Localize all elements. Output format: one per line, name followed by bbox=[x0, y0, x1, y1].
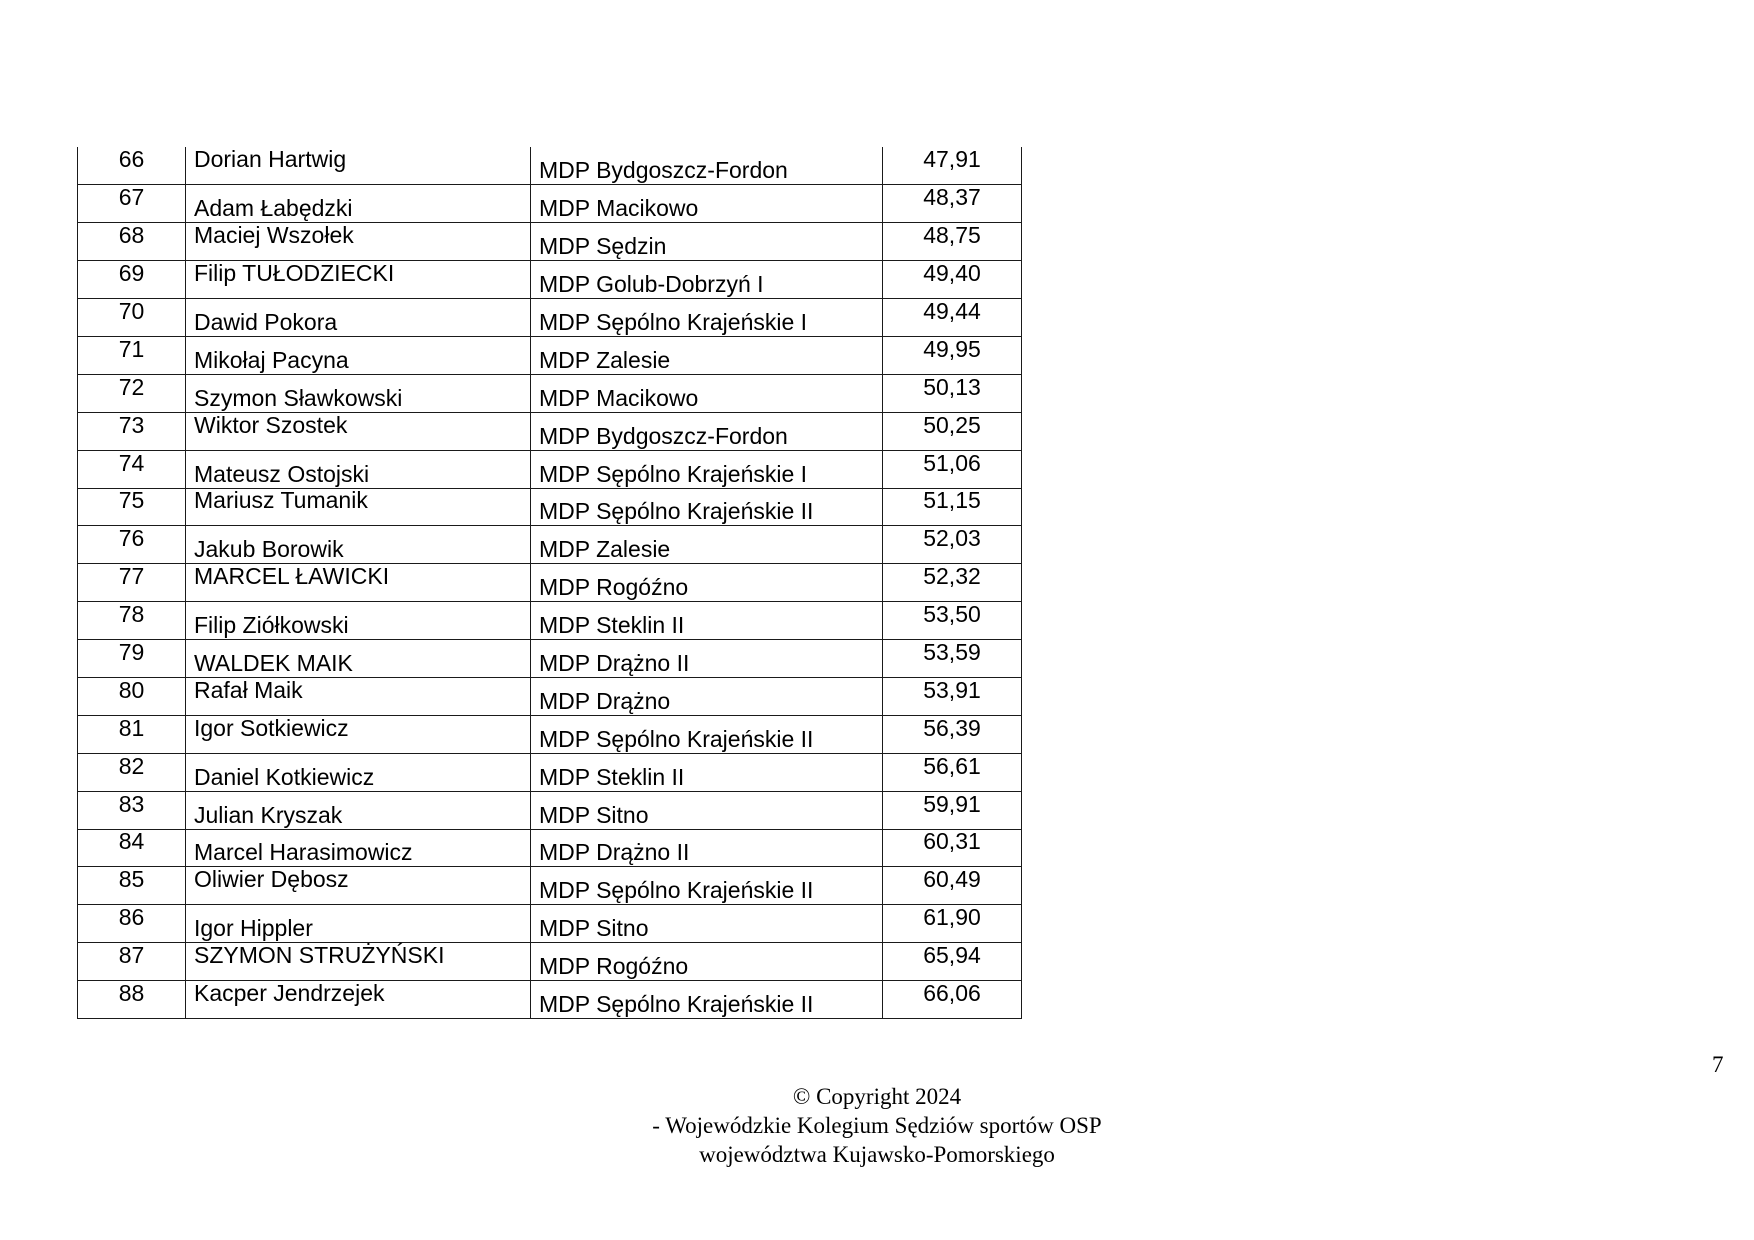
team-cell: MDP Sępólno Krajeńskie II bbox=[531, 981, 883, 1019]
team-cell: MDP Golub-Dobrzyń I bbox=[531, 261, 883, 299]
name-cell: Dawid Pokora bbox=[186, 299, 531, 337]
result-cell: 59,91 bbox=[883, 791, 1022, 829]
team-cell: MDP Steklin II bbox=[531, 602, 883, 640]
result-cell: 51,06 bbox=[883, 450, 1022, 488]
name-cell: Igor Hippler bbox=[186, 905, 531, 943]
name-cell: Igor Sotkiewicz bbox=[186, 715, 531, 753]
table-row bbox=[78, 374, 1022, 412]
organization-line: - Wojewódzkie Kolegium Sędziów sportów OSP bbox=[652, 1113, 1102, 1138]
name-cell: Wiktor Szostek bbox=[186, 412, 531, 450]
table-row bbox=[78, 488, 1022, 526]
name-cell: Maciej Wszołek bbox=[186, 223, 531, 261]
result-cell: 66,06 bbox=[883, 981, 1022, 1019]
team-cell: MDP Sędzin bbox=[531, 223, 883, 261]
name-cell: Mikołaj Pacyna bbox=[186, 336, 531, 374]
name-cell: Mariusz Tumanik bbox=[186, 488, 531, 526]
table-row bbox=[78, 753, 1022, 791]
result-cell: 53,50 bbox=[883, 602, 1022, 640]
rank-cell: 87 bbox=[78, 943, 186, 981]
table-row bbox=[78, 640, 1022, 678]
result-cell: 50,13 bbox=[883, 374, 1022, 412]
table-row bbox=[78, 147, 1022, 185]
table-row bbox=[78, 943, 1022, 981]
team-cell: MDP Sępólno Krajeńskie I bbox=[531, 450, 883, 488]
name-cell: Adam Łabędzki bbox=[186, 185, 531, 223]
name-cell: Dorian Hartwig bbox=[186, 147, 531, 185]
result-cell: 51,15 bbox=[883, 488, 1022, 526]
team-cell: MDP Zalesie bbox=[531, 336, 883, 374]
name-cell: Jakub Borowik bbox=[186, 526, 531, 564]
table-row bbox=[78, 185, 1022, 223]
table-row bbox=[78, 905, 1022, 943]
rank-cell: 70 bbox=[78, 299, 186, 337]
name-cell: Szymon Sławkowski bbox=[186, 374, 531, 412]
rank-cell: 69 bbox=[78, 261, 186, 299]
rank-cell: 78 bbox=[78, 602, 186, 640]
rank-cell: 86 bbox=[78, 905, 186, 943]
result-cell: 53,91 bbox=[883, 677, 1022, 715]
rank-cell: 75 bbox=[78, 488, 186, 526]
team-cell: MDP Sępólno Krajeńskie I bbox=[531, 299, 883, 337]
name-cell: SZYMON STRUŻYŃSKI bbox=[186, 943, 531, 981]
table-row bbox=[78, 791, 1022, 829]
result-cell: 56,39 bbox=[883, 715, 1022, 753]
result-cell: 65,94 bbox=[883, 943, 1022, 981]
rank-cell: 84 bbox=[78, 829, 186, 867]
rank-cell: 79 bbox=[78, 640, 186, 678]
name-cell: Mateusz Ostojski bbox=[186, 450, 531, 488]
result-cell: 56,61 bbox=[883, 753, 1022, 791]
name-cell: Marcel Harasimowicz bbox=[186, 829, 531, 867]
results-table bbox=[77, 147, 1022, 1019]
result-cell: 49,40 bbox=[883, 261, 1022, 299]
team-cell: MDP Macikowo bbox=[531, 374, 883, 412]
table-row bbox=[78, 223, 1022, 261]
copyright-line: © Copyright 2024 bbox=[792, 1084, 962, 1109]
table-row bbox=[78, 602, 1022, 640]
name-cell: Filip Ziółkowski bbox=[186, 602, 531, 640]
rank-cell: 67 bbox=[78, 185, 186, 223]
team-cell: MDP Sępólno Krajeńskie II bbox=[531, 715, 883, 753]
table-row bbox=[78, 981, 1022, 1019]
results-table-body bbox=[78, 147, 1022, 1018]
name-cell: Rafał Maik bbox=[186, 677, 531, 715]
team-cell: MDP Drążno II bbox=[531, 829, 883, 867]
table-row bbox=[78, 564, 1022, 602]
result-cell: 50,25 bbox=[883, 412, 1022, 450]
team-cell: MDP Macikowo bbox=[531, 185, 883, 223]
name-cell: Daniel Kotkiewicz bbox=[186, 753, 531, 791]
team-cell: MDP Sitno bbox=[531, 791, 883, 829]
page-number: 7 bbox=[1712, 1052, 1724, 1077]
rank-cell: 71 bbox=[78, 336, 186, 374]
table-row bbox=[78, 829, 1022, 867]
team-cell: MDP Bydgoszcz-Fordon bbox=[531, 412, 883, 450]
name-cell: Julian Kryszak bbox=[186, 791, 531, 829]
team-cell: MDP Zalesie bbox=[531, 526, 883, 564]
name-cell: MARCEL ŁAWICKI bbox=[186, 564, 531, 602]
rank-cell: 66 bbox=[78, 147, 186, 185]
result-cell: 49,95 bbox=[883, 336, 1022, 374]
rank-cell: 77 bbox=[78, 564, 186, 602]
rank-cell: 74 bbox=[78, 450, 186, 488]
rank-cell: 80 bbox=[78, 677, 186, 715]
result-cell: 53,59 bbox=[883, 640, 1022, 678]
name-cell: WALDEK MAIK bbox=[186, 640, 531, 678]
result-cell: 60,49 bbox=[883, 867, 1022, 905]
region-line: województwa Kujawsko-Pomorskiego bbox=[699, 1142, 1055, 1167]
table-row bbox=[78, 450, 1022, 488]
team-cell: MDP Rogóźno bbox=[531, 564, 883, 602]
team-cell: MDP Drążno bbox=[531, 677, 883, 715]
rank-cell: 82 bbox=[78, 753, 186, 791]
table-row bbox=[78, 677, 1022, 715]
table-row bbox=[78, 715, 1022, 753]
name-cell: Filip TUŁODZIECKI bbox=[186, 261, 531, 299]
table-row bbox=[78, 412, 1022, 450]
rank-cell: 88 bbox=[78, 981, 186, 1019]
result-cell: 61,90 bbox=[883, 905, 1022, 943]
rank-cell: 68 bbox=[78, 223, 186, 261]
rank-cell: 83 bbox=[78, 791, 186, 829]
team-cell: MDP Rogóźno bbox=[531, 943, 883, 981]
team-cell: MDP Drążno II bbox=[531, 640, 883, 678]
result-cell: 47,91 bbox=[883, 147, 1022, 185]
table-row bbox=[78, 526, 1022, 564]
name-cell: Oliwier Dębosz bbox=[186, 867, 531, 905]
table-row bbox=[78, 336, 1022, 374]
team-cell: MDP Steklin II bbox=[531, 753, 883, 791]
result-cell: 48,37 bbox=[883, 185, 1022, 223]
result-cell: 49,44 bbox=[883, 299, 1022, 337]
result-cell: 60,31 bbox=[883, 829, 1022, 867]
team-cell: MDP Sępólno Krajeńskie II bbox=[531, 867, 883, 905]
table-row bbox=[78, 261, 1022, 299]
result-cell: 48,75 bbox=[883, 223, 1022, 261]
team-cell: MDP Sępólno Krajeńskie II bbox=[531, 488, 883, 526]
result-cell: 52,32 bbox=[883, 564, 1022, 602]
rank-cell: 72 bbox=[78, 374, 186, 412]
table-row bbox=[78, 299, 1022, 337]
rank-cell: 81 bbox=[78, 715, 186, 753]
name-cell: Kacper Jendrzejek bbox=[186, 981, 531, 1019]
rank-cell: 76 bbox=[78, 526, 186, 564]
team-cell: MDP Sitno bbox=[531, 905, 883, 943]
team-cell: MDP Bydgoszcz-Fordon bbox=[531, 147, 883, 185]
table-row bbox=[78, 867, 1022, 905]
footer bbox=[577, 1082, 1177, 1169]
rank-cell: 73 bbox=[78, 412, 186, 450]
result-cell: 52,03 bbox=[883, 526, 1022, 564]
rank-cell: 85 bbox=[78, 867, 186, 905]
